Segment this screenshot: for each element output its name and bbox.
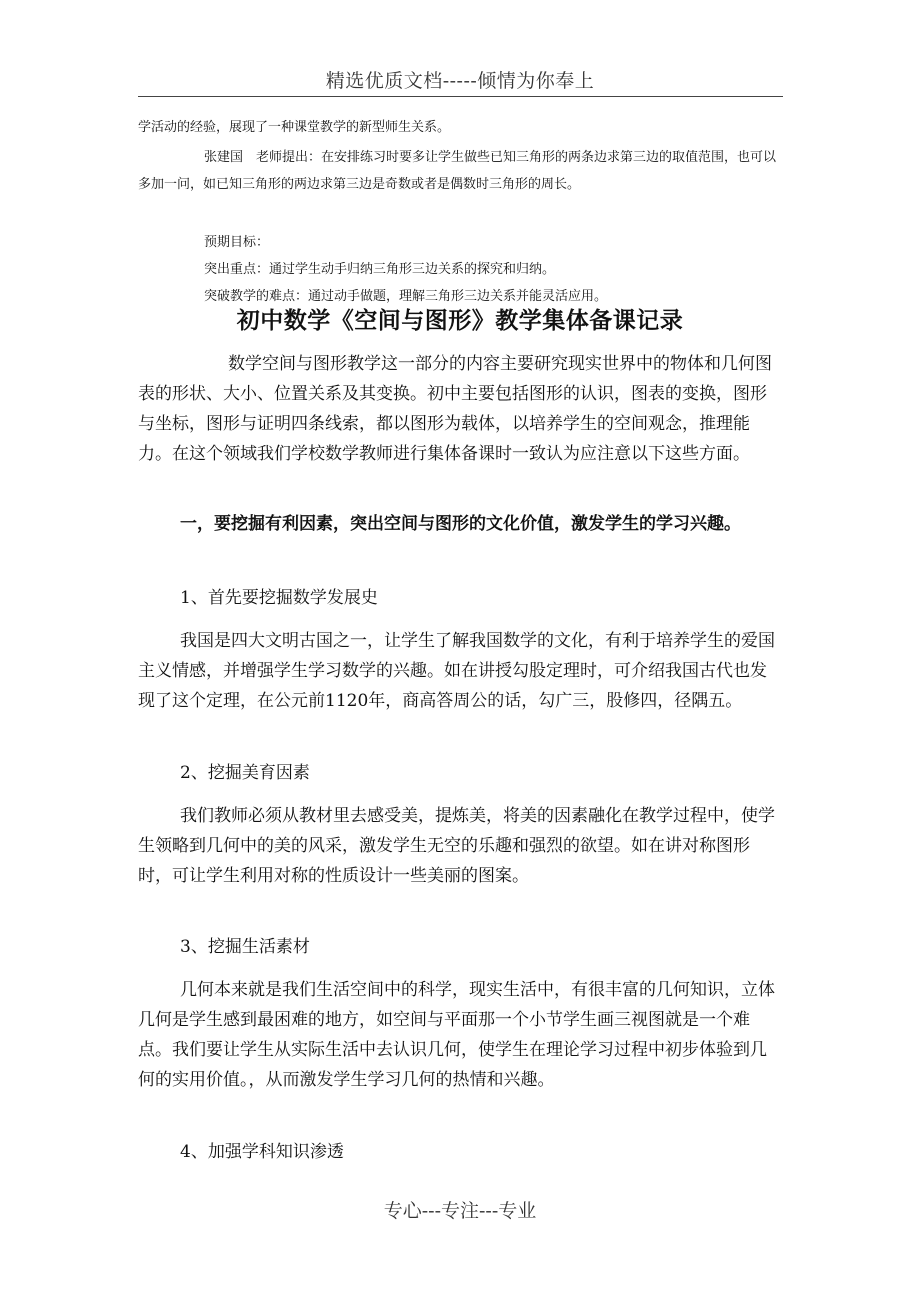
page-header: 精选优质文档-----倾情为你奉上 <box>325 70 595 92</box>
difficulty-line: 突破教学的难点：通过动手做题，理解三角形三边关系并能灵活应用。 <box>204 289 608 304</box>
teacher-suggestion-paragraph: 张建国 老师提出：在安排练习时要多让学生做些已知三角形的两条边求第三边的取值范围，也可以多加一问，如已知三角形的两边求第三边是奇数或者是偶数时三角形的周长。 <box>138 150 777 192</box>
item-heading-3: 3、挖掘生活素材 <box>180 937 310 957</box>
item-heading-1: 1、首先要挖掘数学发展史 <box>180 588 378 608</box>
item-heading-4: 4、加强学科知识渗透 <box>180 1142 344 1162</box>
intro-paragraph: 数学空间与图形教学这一部分的内容主要研究现实世界中的物体和几何图表的形状、大小、位置关系及其变换。初中主要包括图形的认识，图表的变换，图形与坐标，图形与证明四条线索，都以图形为载体，以培养学生的空间观念，推理能力。在这个领域我们学校数学教师进行集体备课时一致认为应注意以下这些方面。 <box>138 354 772 464</box>
goal-label: 预期目标： <box>204 235 270 250</box>
header-divider <box>138 96 783 97</box>
item-text-2: 我们教师必须从教材里去感受美，提炼美，将美的因素融化在教学过程中，使学生领略到几何中的美的风采，激发学生无空的乐趣和强烈的欲望。如在讲对称图形时，可让学生利用对称的性质设计一些美丽的图案。 <box>138 806 775 886</box>
item-text-1: 我国是四大文明古国之一，让学生了解我国数学的文化，有利于培养学生的爱国主义情感，并增强学生学习数学的兴趣。如在讲授勾股定理时，可介绍我国古代也发现了这个定理，在公元前1120年，商高答周公的话，勾广三，股修四，径隅五。 <box>138 631 775 711</box>
intro-line: 学活动的经验，展现了一种课堂教学的新型师生关系。 <box>138 120 451 135</box>
document-title: 初中数学《空间与图形》教学集体备课记录 <box>236 307 684 334</box>
key-point-line: 突出重点：通过学生动手归纳三角形三边关系的探究和归纳。 <box>204 262 556 277</box>
item-heading-2: 2、挖掘美育因素 <box>180 763 310 783</box>
item-text-3: 几何本来就是我们生活空间中的科学，现实生活中，有很丰富的几何知识，立体几何是学生感到最困难的地方，如空间与平面那一个小节学生画三视图就是一个难点。我们要让学生从实际生活中去认识几何，使学生在理论学习过程中初步体验到几何的实用价值。，从而激发学生学习几何的热情和兴趣。 <box>138 980 775 1090</box>
page-footer: 专心---专注---专业 <box>383 1200 537 1222</box>
section-heading-1: 一，要挖掘有利因素，突出空间与图形的文化价值，激发学生的学习兴趣。 <box>180 514 741 534</box>
